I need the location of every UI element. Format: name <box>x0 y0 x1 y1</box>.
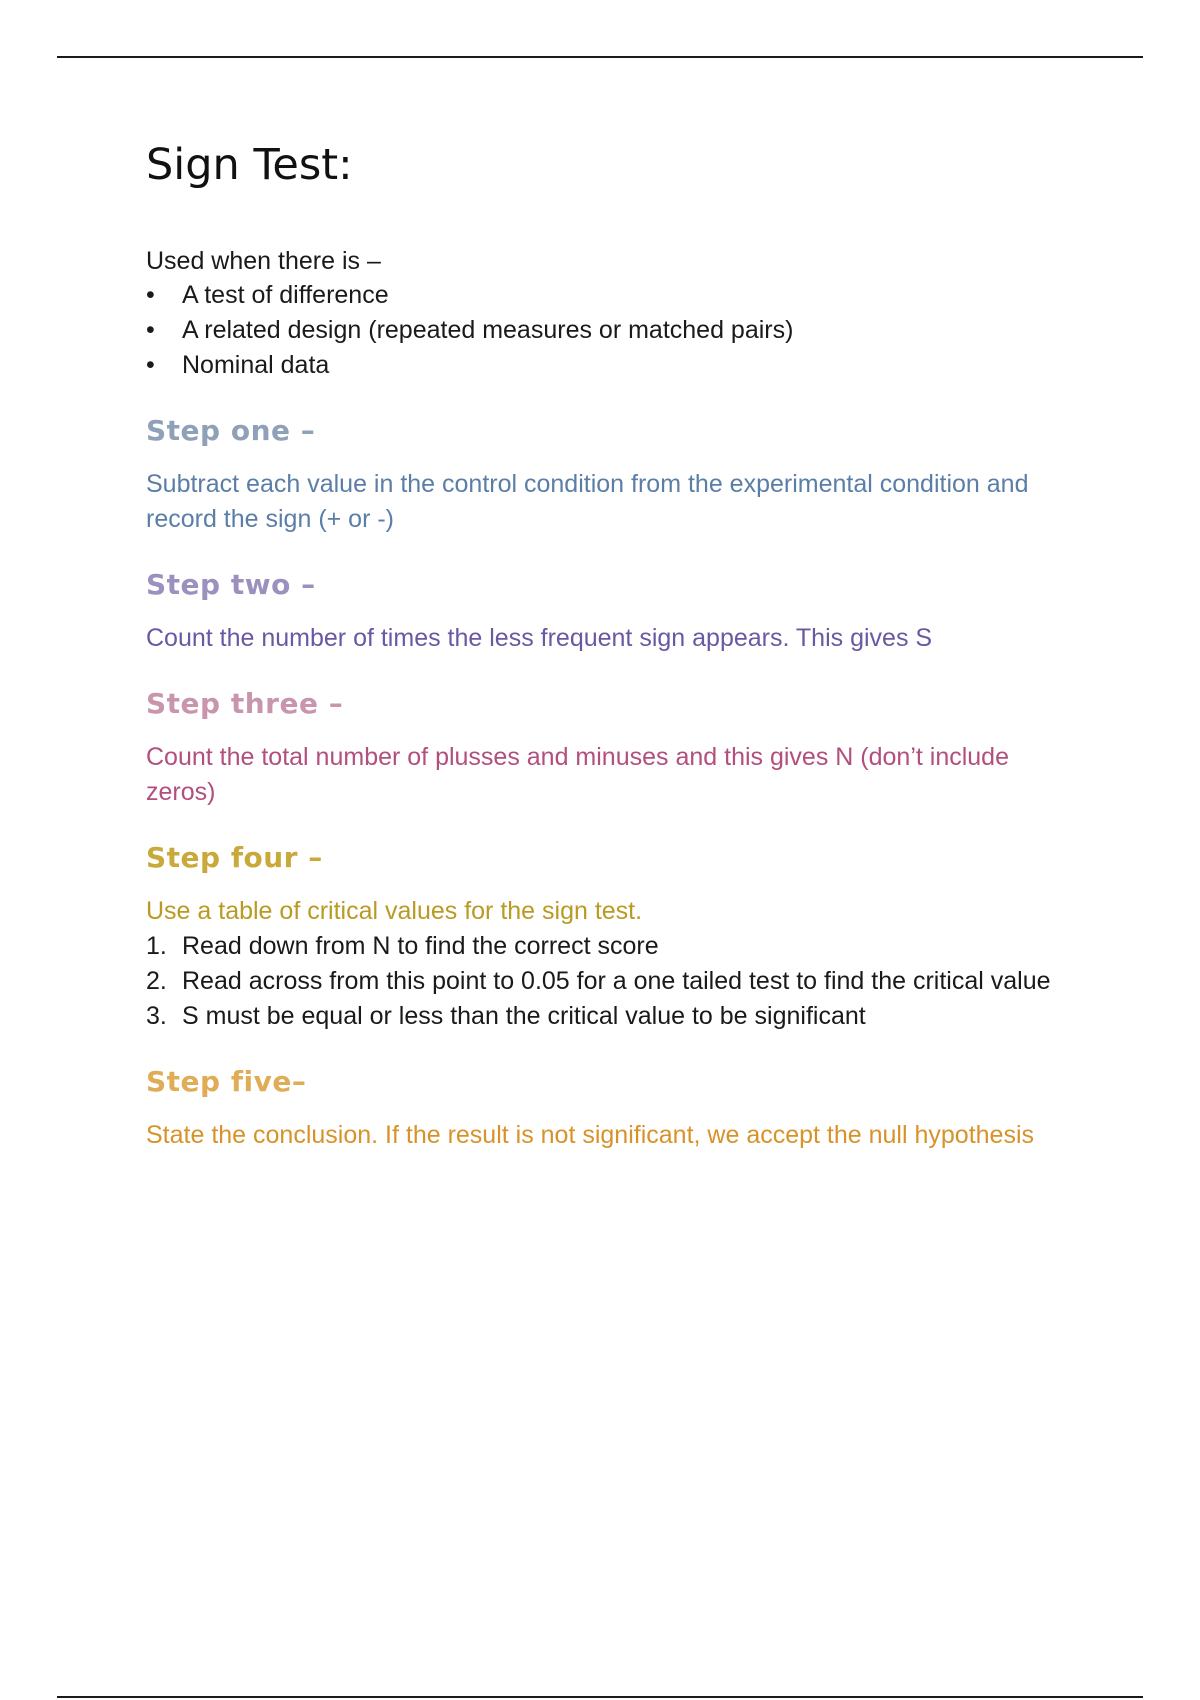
step-three-text: Count the total number of plusses and minuses and this gives N (don’t include zeros) <box>146 742 1009 806</box>
step-five-text: State the conclusion. If the result is not significant, we accept the null hypothesis <box>146 1120 1035 1149</box>
step-four-heading: Step four – <box>146 840 323 874</box>
usage-bullet-list <box>146 278 1066 383</box>
item-text: S must be equal or less than the critical value to be significant <box>182 1001 866 1030</box>
step-one-heading: Step one – <box>146 413 316 447</box>
bullet-item: • Nominal data <box>146 348 1066 383</box>
step-four-text: Use a table of critical values for the sign test. <box>146 896 643 925</box>
item-number: 3. <box>146 1001 167 1030</box>
numbered-item <box>146 964 1066 999</box>
footer-rule <box>57 1696 1143 1698</box>
step-three-heading: Step three – <box>146 686 344 720</box>
intro-text: Used when there is – <box>146 246 381 275</box>
item-text: Read down from N to find the correct score <box>182 931 659 960</box>
bullet-item: • A test of difference <box>146 278 1066 313</box>
page-title: Sign Test: <box>146 140 353 190</box>
step-two-text: Count the number of times the less frequent sign appears. This gives S <box>146 623 933 652</box>
step-two-heading: Step two – <box>146 567 316 601</box>
item-number: 2. <box>146 966 167 995</box>
step-one-text: Subtract each value in the control condition from the experimental condition and record the sign (+ or -) <box>146 469 1029 533</box>
numbered-item <box>146 999 1066 1034</box>
step-five-heading: Step five– <box>146 1064 307 1098</box>
item-number: 1. <box>146 931 167 960</box>
header-rule <box>57 56 1143 58</box>
page-content <box>146 140 1066 1153</box>
item-text: Read across from this point to 0.05 for a one tailed test to find the critical value <box>182 966 1051 995</box>
numbered-item <box>146 929 1066 964</box>
step-four-numbered-list <box>146 929 1066 1034</box>
bullet-item: • A related design (repeated measures or matched pairs) <box>146 313 1066 348</box>
